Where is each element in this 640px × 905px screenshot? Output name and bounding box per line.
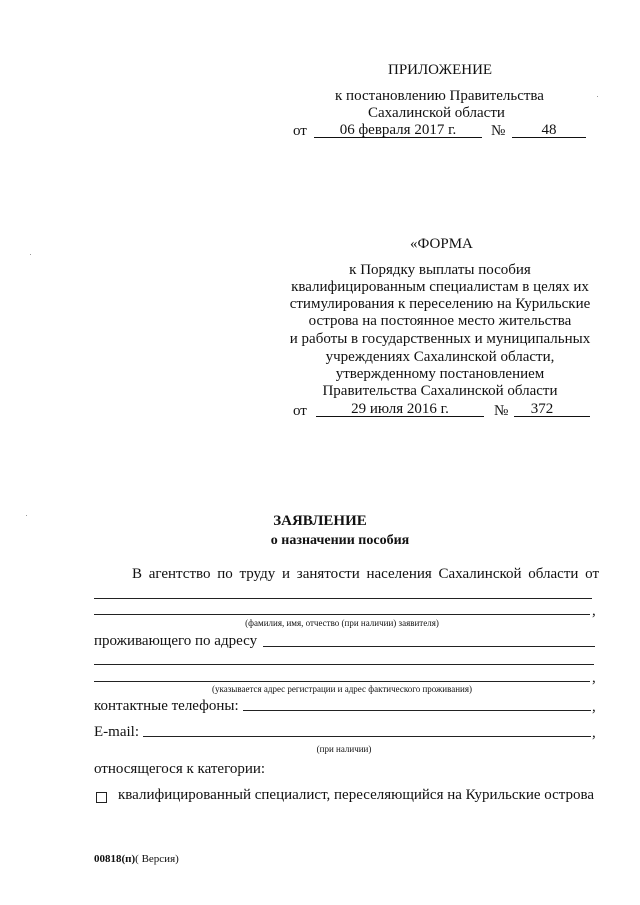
form-line-5: и работы в государственных и муниципальных xyxy=(289,331,591,347)
form-from-label: от xyxy=(293,403,307,419)
email-hint: (при наличии) xyxy=(316,744,372,754)
form-line-3: стимулирования к переселению на Курильские xyxy=(289,296,591,312)
form-line-7: утвержденному постановлением xyxy=(335,366,545,382)
form-line-2: квалифицированным специалистам в целях их xyxy=(291,279,589,295)
appendix-title: ПРИЛОЖЕНИЕ xyxy=(388,62,493,78)
address-line-1[interactable] xyxy=(263,646,595,647)
scan-speck xyxy=(597,96,598,97)
form-line-4: острова на постоянное место жительства xyxy=(308,313,572,329)
footer-version: ( Версия) xyxy=(135,853,179,865)
appendix-line-1: к постановлению Правительства xyxy=(335,88,544,104)
applicant-name-line-2[interactable] xyxy=(94,614,590,615)
applicant-name-line-1[interactable] xyxy=(94,598,592,599)
phones-label: контактные телефоны: xyxy=(94,698,239,714)
appendix-number-label: № xyxy=(491,123,506,139)
address-hint: (указывается адрес регистрации и адрес фактического проживания) xyxy=(212,684,472,694)
application-title: ЗАЯВЛЕНИЕ xyxy=(273,513,367,529)
phones-comma: , xyxy=(592,699,596,715)
category-checkbox[interactable] xyxy=(96,792,107,803)
form-date: 29 июля 2016 г. xyxy=(351,401,449,417)
address-line-3[interactable] xyxy=(94,681,590,682)
footer-code-text: 00818(п) xyxy=(94,853,136,865)
category-option-label: квалифицированный специалист, переселяющийся на Курильские острова xyxy=(118,787,595,803)
category-label: относящегося к категории: xyxy=(94,761,266,777)
name-comma: , xyxy=(592,603,596,619)
scan-speck xyxy=(30,254,31,255)
address-label: проживающего по адресу xyxy=(94,633,258,649)
footer-code xyxy=(94,853,179,865)
form-line-8: Правительства Сахалинской области xyxy=(322,383,558,399)
email-comma: , xyxy=(592,725,596,741)
appendix-from-label: от xyxy=(293,123,307,139)
form-line-6: учреждениях Сахалинской области, xyxy=(325,349,555,365)
appendix-date: 06 февраля 2017 г. xyxy=(339,122,457,138)
phones-line[interactable] xyxy=(243,710,591,711)
form-number-label: № xyxy=(494,403,509,419)
address-line-2[interactable] xyxy=(94,664,594,665)
appendix-number: 48 xyxy=(541,122,557,138)
appendix-line-2: Сахалинской области xyxy=(368,105,505,121)
email-line[interactable] xyxy=(143,736,591,737)
application-subtitle: о назначении пособия xyxy=(270,533,410,548)
scan-speck xyxy=(26,515,27,516)
form-line-1: к Порядку выплаты пособия xyxy=(349,262,531,278)
name-hint: (фамилия, имя, отчество (при наличии) заявителя) xyxy=(245,618,439,628)
email-label: E-mail: xyxy=(94,724,139,740)
form-title: «ФОРМА xyxy=(410,236,473,252)
application-intro: В агентство по труду и занятости населения Сахалинской области от xyxy=(132,566,600,582)
address-comma: , xyxy=(592,670,596,686)
form-number: 372 xyxy=(530,401,554,417)
